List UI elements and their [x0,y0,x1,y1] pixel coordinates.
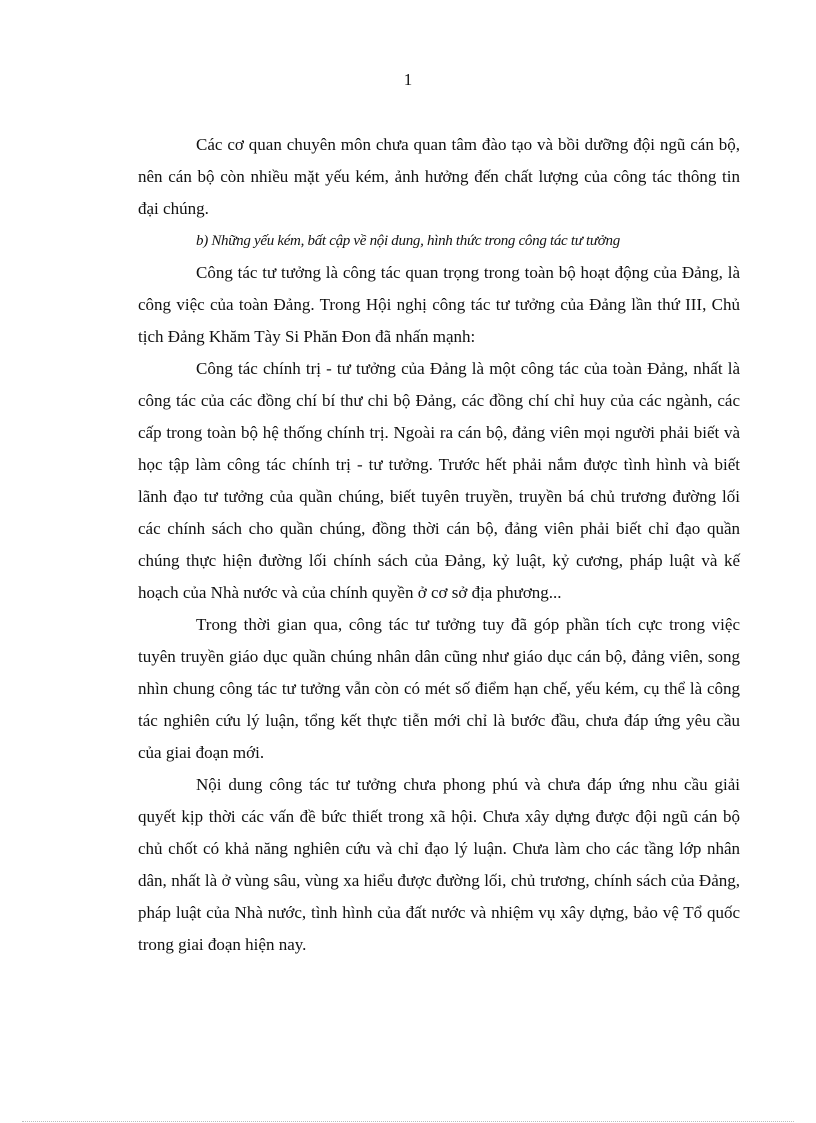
section-subheading: b) Những yếu kém, bất cập về nội dung, hình thức trong công tác tư tưởng [196,233,620,249]
paragraph-training-staff: Các cơ quan chuyên môn chưa quan tâm đào tạo và bồi dưỡng đội ngũ cán bộ, nên cán bộ còn nhiều mặt yếu kém, ảnh hưởng đến chất lượng của công tác thông tin đại chúng. [138,135,740,218]
paragraph-recent-period: Trong thời gian qua, công tác tư tưởng tuy đã góp phần tích cực trong việc tuyên truyền giáo dục quần chúng nhân dân cũng như giáo dục cán bộ, đảng viên, song nhìn chung công tác tư tưởng vẫn còn có mét số điểm hạn chế, yếu kém, cụ thể là công tác nghiên cứu lý luận, tổng kết thực tiễn mới chỉ là bước đầu, chưa đáp ứng yêu cầu của giai đoạn mới. [138,615,740,762]
body-text [138,129,740,961]
paragraph-ideology-work: Công tác tư tưởng là công tác quan trọng trong toàn bộ hoạt động của Đảng, là công việc của toàn Đảng. Trong Hội nghị công tác tư tưởng của Đảng lần thứ III, Chủ tịch Đảng Khăm Tày Si Phăn Đon đã nhấn mạnh: [138,263,740,346]
paragraph-content-shortcomings: Nội dung công tác tư tưởng chưa phong phú và chưa đáp ứng nhu cầu giải quyết kịp thời các vấn đề bức thiết trong xã hội. Chưa xây dựng được đội ngũ cán bộ chủ chốt có khả năng nghiên cứu và chỉ đạo lý luận. Chưa làm cho các tầng lớp nhân dân, nhất là ở vùng sâu, vùng xa hiểu được đường lối, chủ trương, chính sách của Đảng, pháp luật của Nhà nước, tình hình của đất nước và nhiệm vụ xây dựng, bảo vệ Tổ quốc trong giai đoạn hiện nay. [138,775,740,954]
footer-dotted-rule [22,1121,794,1122]
paragraph-quotation: Công tác chính trị - tư tưởng của Đảng là một công tác của toàn Đảng, nhất là công tác của các đồng chí bí thư chi bộ Đảng, các đồng chí chỉ huy của các ngành, các cấp trong toàn bộ hệ thống chính trị. Ngoài ra cán bộ, đảng viên mọi người phải biết và học tập làm công tác chính trị - tư tưởng. Trước hết phải nắm được tình hình và biết lãnh đạo tư tưởng của quần chúng, biết tuyên truyền, truyền bá chủ trương đường lối các chính sách cho quần chúng, đồng thời cán bộ, đảng viên phải biết chỉ đạo quần chúng thực hiện đường lối chính sách của Đảng, kỷ luật, kỷ cương, pháp luật và kế hoạch của Nhà nước và của chính quyền ở cơ sở địa phương... [138,359,740,602]
page-number: 1 [403,70,413,89]
